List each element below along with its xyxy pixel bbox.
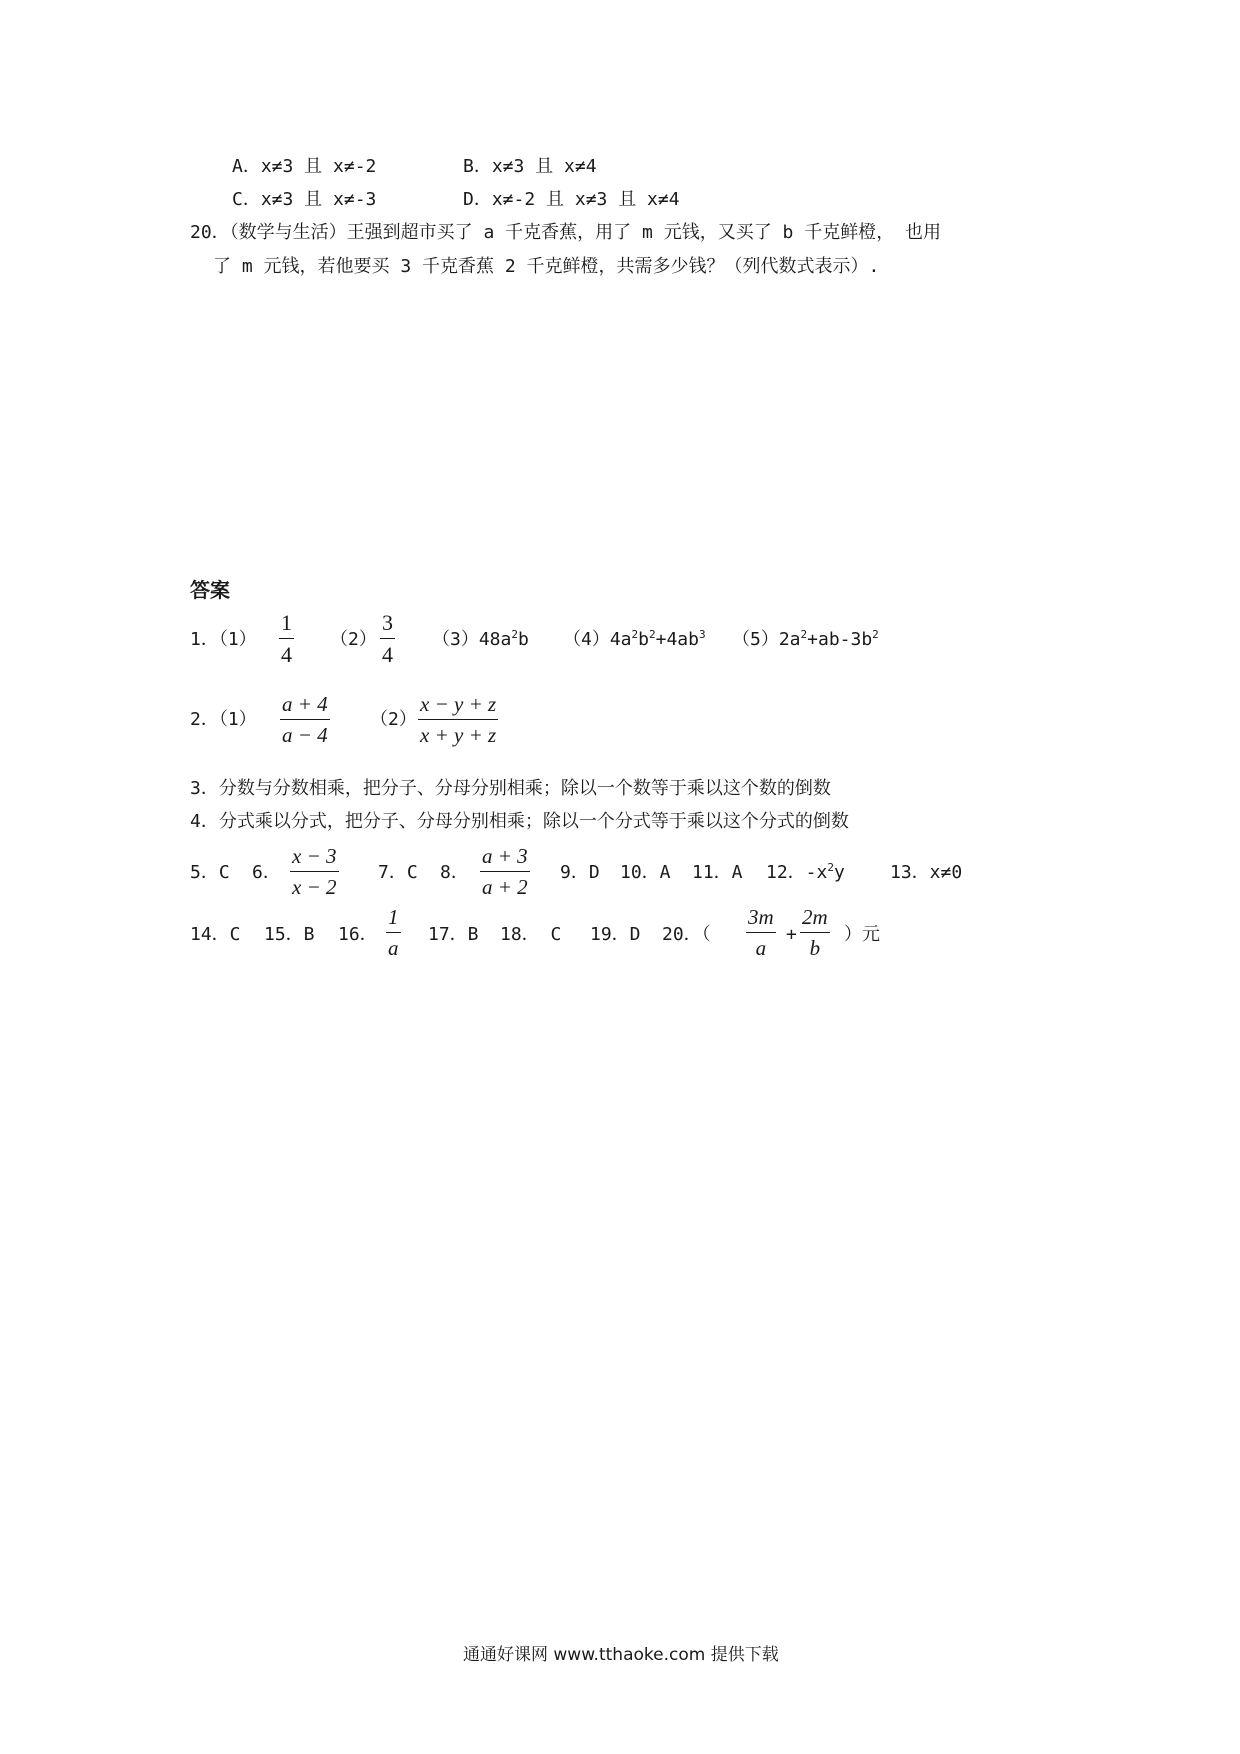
answer-20-fraction-1: 3m a <box>748 905 774 960</box>
answer-6-label: 6． <box>252 862 281 883</box>
answer-17: 17．B <box>428 924 479 945</box>
answer-8-fraction: a + 3 a + 2 <box>482 844 528 899</box>
q20-line2: 了 m 元钱，若他要买 3 千克香蕉 2 千克鲜橙，共需多少钱？（列代数式表示）. <box>213 256 880 277</box>
answer-20-label: 20．（ <box>662 924 711 945</box>
answer-1-part-3: $(3)48a^2b$ <box>432 628 529 650</box>
q19-option-a: A．x≠3 且 x≠-2 <box>232 156 377 177</box>
answer-19: 19．D <box>590 924 641 945</box>
answer-1-label: 1．（1） <box>190 629 257 650</box>
answer-16-label: 16． <box>338 924 378 945</box>
answer-4: 4．分式乘以分式，把分子、分母分别相乘；除以一个分式等于乘以这个分式的倒数 <box>190 811 849 832</box>
q19-option-c: C．x≠3 且 x≠-3 <box>232 189 377 210</box>
answer-10: 10．A <box>620 862 671 883</box>
answer-5: 5．C <box>190 862 230 883</box>
footer-credit: 通通好课网 www.tthaoke.com 提供下载 <box>463 1645 779 1665</box>
answer-14: 14．C <box>190 924 241 945</box>
answer-1-part-2-label: （2） <box>330 629 377 650</box>
answer-1-fraction-1: 1 4 <box>281 610 292 667</box>
answer-20-tail: ）元 <box>844 924 880 945</box>
answer-3: 3．分数与分数相乘，把分子、分母分别相乘；除以一个数等于乘以这个数的倒数 <box>190 778 831 799</box>
answer-16-fraction: 1 a <box>388 905 399 960</box>
answer-9: 9．D <box>560 862 600 883</box>
answer-1-fraction-2: 3 4 <box>382 610 393 667</box>
answer-7: 7．C <box>378 862 418 883</box>
answer-15: 15．B <box>264 924 315 945</box>
answer-11: 11．A <box>692 862 743 883</box>
q20-line1: 20．（数学与生活）王强到超市买了 a 千克香蕉，用了 m 元钱，又买了 b 千克鲜橙， 也用 <box>190 222 942 243</box>
answers-heading: 答案 <box>190 578 230 602</box>
answer-2-label: 2．（1） <box>190 709 257 730</box>
answer-12: 12．$-x^2y$ <box>766 861 845 883</box>
answer-2-fraction-1: a + 4 a − 4 <box>282 692 328 747</box>
answer-20-plus: + <box>786 924 797 945</box>
answer-13: 13．x≠0 <box>890 862 963 883</box>
q19-option-d: D．x≠-2 且 x≠3 且 x≠4 <box>463 189 680 210</box>
answer-1-part-5: $(5)2a^2+ab-3b^2$ <box>732 628 879 650</box>
answer-20-fraction-2: 2m b <box>802 905 828 960</box>
answer-18: 18． C <box>500 924 562 945</box>
answer-2-fraction-2: x − y + z x + y + z <box>420 692 497 747</box>
answer-6-fraction: x − 3 x − 2 <box>292 844 337 899</box>
answer-2-part-2-label: （2） <box>370 709 417 730</box>
answer-8-label: 8． <box>440 862 469 883</box>
q19-option-b: B．x≠3 且 x≠4 <box>463 156 597 177</box>
answer-1-part-4: $(4)4a^2b^2+4ab^3$ <box>563 628 706 650</box>
